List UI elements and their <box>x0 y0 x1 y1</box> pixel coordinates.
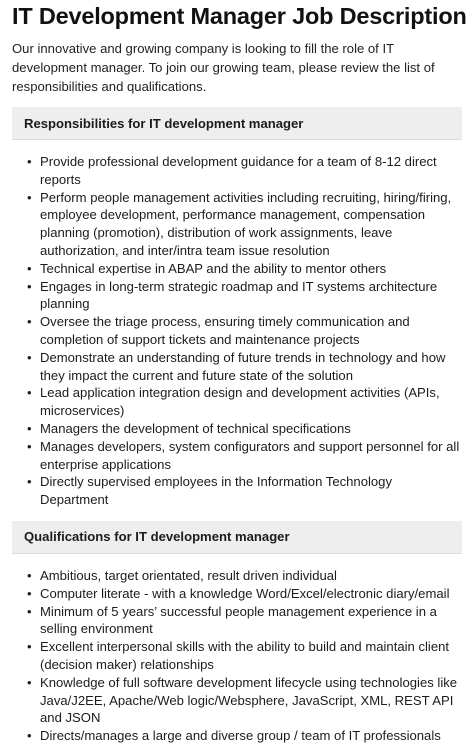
qualifications-heading: Qualifications for IT development manager <box>12 521 462 554</box>
list-item: • Minimum of 5 years’ successful people management experience in a selling environment <box>27 603 462 639</box>
list-item: • Managers the development of technical specifications <box>27 420 462 438</box>
responsibilities-heading: Responsibilities for IT development manager <box>12 107 462 140</box>
list-item: • Provide professional development guidance for a team of 8-12 direct reports <box>27 153 462 189</box>
list-item: • Computer literate - with a knowledge Word/Excel/electronic diary/email <box>27 585 462 603</box>
list-item: • Engages in long-term strategic roadmap and IT systems architecture planning <box>27 278 462 314</box>
list-item: • Oversee the triage process, ensuring timely communication and completion of support tickets and maintenance projects <box>27 313 462 349</box>
page-title: IT Development Manager Job Description <box>12 3 467 29</box>
list-item: • Technical expertise in ABAP and the ability to mentor others <box>27 260 462 278</box>
list-item: • Ambitious, target orientated, result driven individual <box>27 567 462 585</box>
qualifications-list <box>12 567 462 745</box>
list-item: • Excellent interpersonal skills with the ability to build and maintain client (decision maker) relationships <box>27 638 462 674</box>
list-item: • Perform people management activities including recruiting, hiring/firing, employee development, performance management, compensation planning (promotion), distribution of work assignments, leave authorization, and inter/intra team issue resolution <box>27 189 462 260</box>
list-item: • Lead application integration design and development activities (APIs, microservices) <box>27 384 462 420</box>
list-item: • Directs/manages a large and diverse group / team of IT professionals <box>27 727 462 745</box>
list-item: • Directly supervised employees in the Information Technology Department <box>27 473 462 509</box>
list-item: • Knowledge of full software development lifecycle using technologies like Java/J2EE, Apache/Web logic/Websphere, JavaScript, XML, REST API and JSON <box>27 674 462 727</box>
intro-paragraph: Our innovative and growing company is looking to fill the role of IT development manager. To join our growing team, please review the list of responsibilities and qualifications. <box>12 41 435 94</box>
list-item: • Demonstrate an understanding of future trends in technology and how they impact the current and future state of the solution <box>27 349 462 385</box>
responsibilities-list <box>12 153 462 509</box>
list-item: • Manages developers, system configurators and support personnel for all enterprise applications <box>27 438 462 474</box>
